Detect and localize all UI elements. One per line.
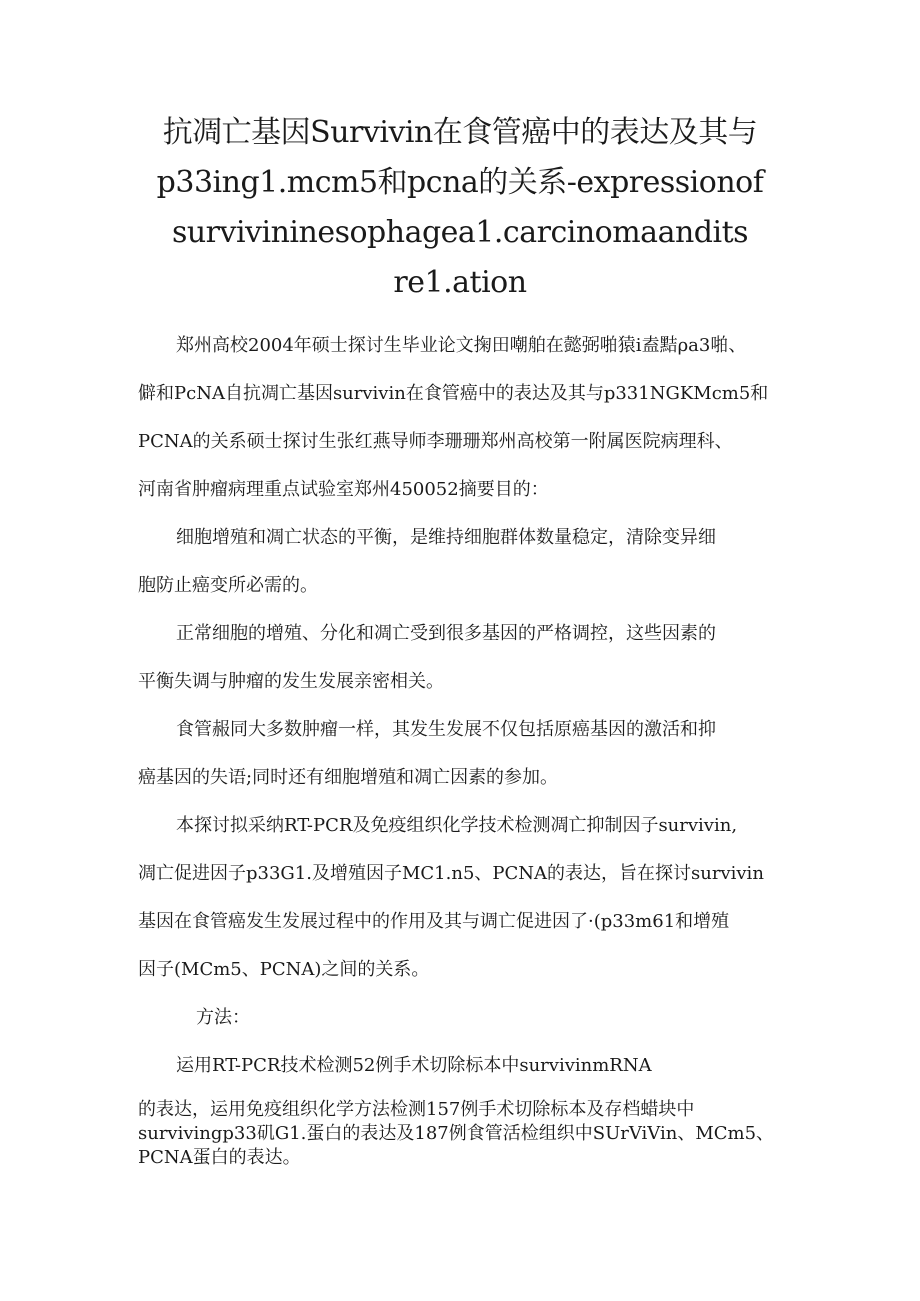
text-line: 僻和PcNA自抗凋亡基因survivin在食管癌中的表达及其与p331NGKMcm5和	[138, 383, 769, 404]
text-line: 平衡失调与肿瘤的发生发展亲密相关。	[138, 671, 444, 692]
title-line: survivininesophagea1.carcinomaandits	[171, 215, 749, 250]
section-heading-methods: 方法：	[196, 1007, 250, 1028]
text-line: 本探讨拟采纳RT-PCR及免疫组织化学技术检测凋亡抑制因子survivin,	[176, 815, 738, 836]
title-line: 抗凋亡基因Survivin在食管癌中的表达及其与	[162, 115, 758, 150]
text-line: 细胞增殖和凋亡状态的平衡，是维持细胞群体数量稳定，清除变异细	[176, 527, 716, 548]
text-line: 癌基因的失语;同时还有细胞增殖和凋亡因素的参加。	[138, 767, 559, 788]
text-line: PCNA蛋白的表达。	[138, 1147, 301, 1168]
text-line: 食管赧同大多数肿瘤一样，其发生发展不仅包括原癌基因的激活和抑	[176, 719, 716, 740]
text-line: 郑州高校2004年硕士探讨生毕业论文掬田嘲舶在懿弼啪猿i盍黠ρa3啪、	[176, 335, 747, 356]
document-title	[130, 108, 790, 308]
paragraph-method-ihc	[138, 1098, 788, 1170]
text-line: 基因在食管癌发生发展过程中的作用及其与调亡促进因了·(p33m61和增殖	[138, 911, 730, 932]
paragraph-study-aim	[138, 802, 788, 994]
text-line: survivingp33矶G1.蛋白的表达及187例食管活检组织中SUrViVin、MCm5、	[138, 1123, 775, 1144]
paragraph-regulation	[138, 610, 788, 706]
spacer	[138, 1090, 788, 1098]
text-line: 的表达，运用免疫组织化学方法检测157例手术切除标本及存档蜡块中	[138, 1099, 695, 1120]
text-line: PCNA的关系硕士探讨生张红燕导师李珊珊郑州高校第一附属医院病理科、	[138, 431, 733, 452]
document-body	[138, 322, 788, 1170]
text-line: 凋亡促进因子p33G1.及增殖因子MC1.n5、PCNA的表达，旨在探讨survivin	[138, 863, 764, 884]
paragraph-method-rtpcr	[138, 1042, 788, 1090]
text-line: 胞防止癌变所必需的。	[138, 575, 318, 596]
paragraph-esophageal	[138, 706, 788, 802]
text-line: 因子(MCm5、PCNA)之间的关系。	[138, 959, 430, 980]
text-line: 运用RT-PCR技术检测52例手术切除标本中survivinmRNA	[176, 1055, 652, 1076]
text-line: 正常细胞的增殖、分化和凋亡受到很多基因的严格调控，这些因素的	[176, 623, 716, 644]
title-line: re1.ation	[393, 265, 527, 300]
intro-paragraph	[138, 322, 788, 514]
text-line: 河南省肿瘤病理重点试验室郑州450052摘要目的：	[138, 479, 549, 500]
title-line: p33ing1.mcm5和pcna的关系-expressionof	[156, 165, 764, 200]
paragraph-balance	[138, 514, 788, 610]
